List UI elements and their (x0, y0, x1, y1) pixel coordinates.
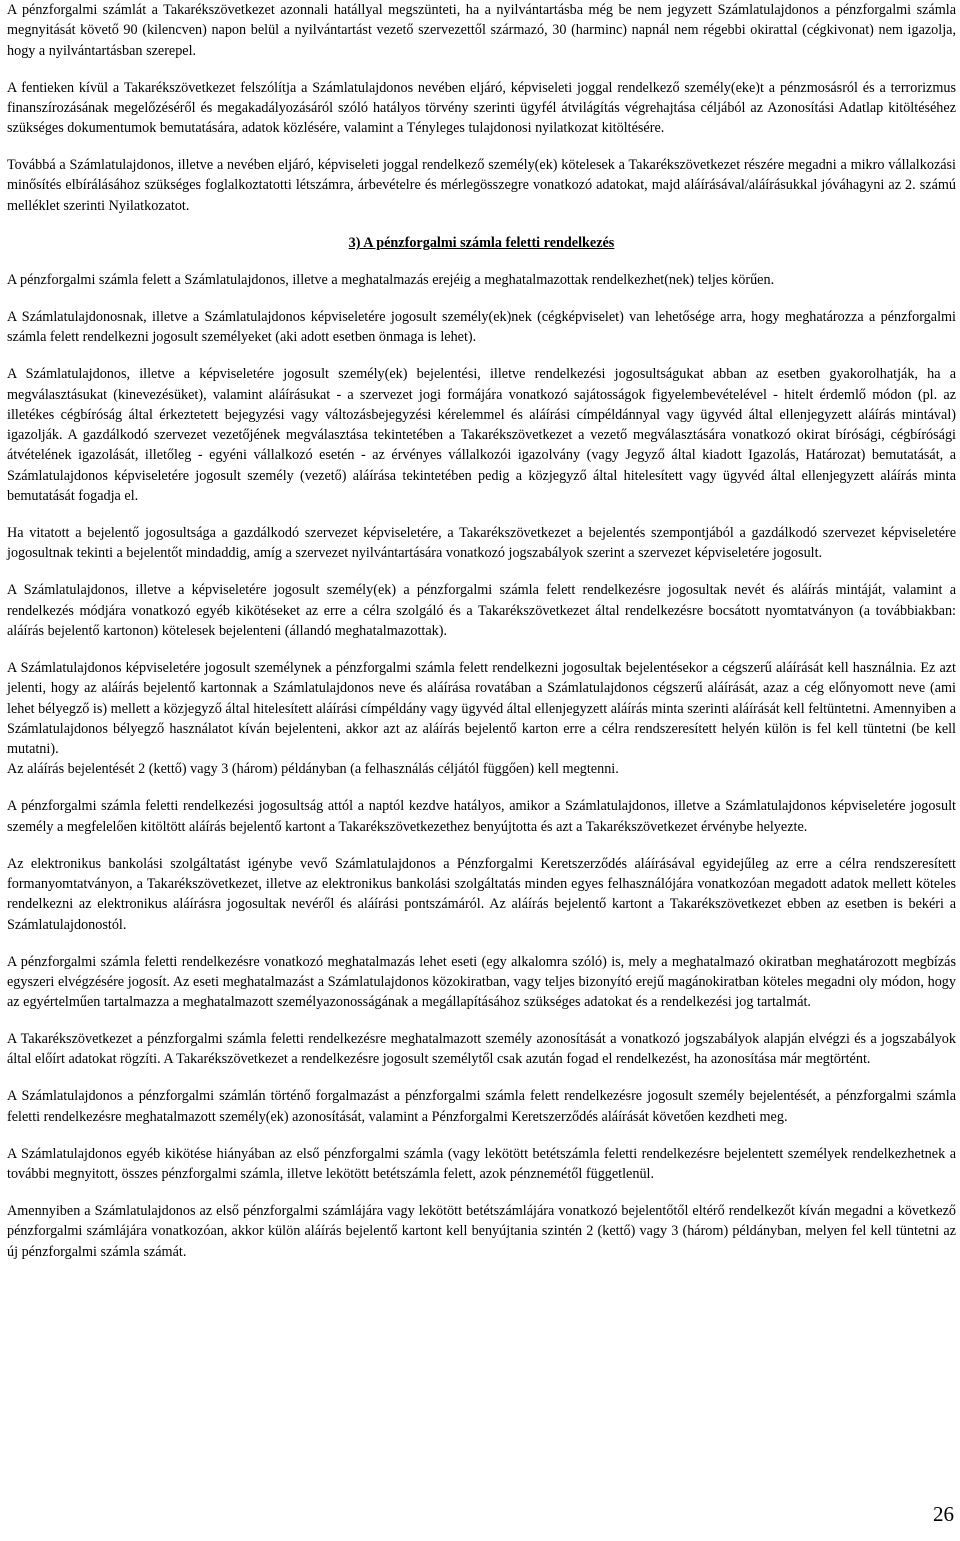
paragraph-disputed-authority: Ha vitatott a bejelentő jogosultsága a gazdálkodó szervezet képviseletére, a Takarékszövetkezet a bejelentés szempontjából a gazdálkodó szervezet képviseletére jogosultnak tekinti a bejelentőt mindaddig, amíg a szervezet nyilvántartására vonatkozó jogszabályok szerint a szervezet képviseletére jogosult. (7, 525, 956, 562)
paragraph-start-of-operations: A Számlatulajdonos a pénzforgalmi számlán történő forgalmazást a pénzforgalmi számla felett rendelkezésre jogosult személy bejelentését, a pénzforgalmi számla feletti rendelkezésre meghatalmazott személy(ek) azonosítását, valamint a Pénzforgalmi Keretszerződés aláírását követően kezdheti meg. (7, 1088, 956, 1125)
paragraph-company-signature: A Számlatulajdonos képviseletére jogosult személynek a pénzforgalmi számla felett rendelkezni jogosultak bejelentésekor a cégszerű aláírását kell használnia. Ez azt jelenti, hogy az aláírás bejelentő kartonnak a Számlatulajdonos neve és aláírása rovatában a Számlatulajdonos cégszerű aláírását, azaz a cég előnyomott neve (ami lehet bélyegző is) mellett a közjegyző által hitelesített aláírási címpéldány vagy ügyvéd által ellenjegyzett aláírás minta szerinti aláírását kell feltüntetni. Amennyiben a Számlatulajdonos bélyegző használatot kíván bejelenteni, akkor azt az aláírás bejelentő karton erre a célra rendszeresített helyén külön is fel kell tüntetni (be kell mutatni). (7, 659, 956, 758)
paragraph-signature-card: A Számlatulajdonos, illetve a képviseletére jogosult személy(ek) a pénzforgalmi számla felett rendelkezésre jogosultak nevét és aláírás mintáját, valamint a rendelkezés módjára vonatkozó egyéb kikötéseket az erre a célra szolgáló és a Takarékszövetkezet által rendelkezésre bocsátott nyomtatványon (a továbbiakban: aláírás bejelentő kartonon) kötelesek bejelenteni (állandó meghatalmazottak). (7, 582, 956, 639)
document-page (7, 0, 956, 1262)
paragraph-additional-accounts: A Számlatulajdonos egyéb kikötése hiányában az első pénzforgalmi számla (vagy lekötött betétszámla feletti rendelkezésre bejelentett személyek rendelkezhetnek a további megnyitott, összes pénzforgalmi számla, illetve lekötött betétszámla felett, azok pénznemétől függetlenül. (7, 1145, 956, 1182)
paragraph-account-termination: A pénzforgalmi számlát a Takarékszövetkezet azonnali hatállyal megszünteti, ha a nyilvántartásba még be nem jegyzett Számlatulajdonos a pénzforgalmi számla megnyitását követő 90 (kilencven) napon belül a nyilvántartást vezető szervezettől származó, 30 (harminc) napnál nem régebbi okirattal (cégkivonat) nem igazolja, hogy a nyilvántartásban szerepel. (7, 2, 956, 59)
paragraph-signature-copies: Az aláírás bejelentését 2 (kettő) vagy 3 (három) példányban (a felhasználás céljától függően) kell megtenni. (7, 761, 619, 778)
paragraph-customer-due-diligence: A fentieken kívül a Takarékszövetkezet felszólítja a Számlatulajdonos nevében eljáró, képviseleti joggal rendelkező személy(eke)t a pénzmosásról és a terrorizmus finanszírozásának megelőzéséről és megakadályozásáról szóló hatályos törvény szerinti ügyfél átvilágítás végrehajtása céljából az Azonosítási Adatlap kitöltéséhez szükséges dokumentumok bemutatására, adatok közlésére, valamint a Tényleges tulajdonosi nyilatkozat kitöltésére. (7, 79, 956, 137)
paragraph-electronic-banking: Az elektronikus bankolási szolgáltatást igénybe vevő Számlatulajdonos a Pénzforgalmi Keretszerződés aláírásával egyidejűleg az erre a célra rendszeresített formanyomtatványon, a Takarékszövetkezet, illetve az elektronikus bankolási szolgáltatás minden egyes felhasználójára vonatkozóan megadott adatok mellett köteles rendelkezni az elektronikus aláírásra jogosultak nevéről és aláírási pontszámáról. Az aláírás bejelentő kartont a Takarékszövetkezet ebben az esetben is bekéri a Számlatulajdonostól. (7, 855, 956, 933)
paragraph-disposal-rights: A pénzforgalmi számla felett a Számlatulajdonos, illetve a meghatalmazás erejéig a meghatalmazottak rendelkezhet(nek) teljes körűen. (7, 272, 775, 289)
paragraph-micro-enterprise-data: Továbbá a Számlatulajdonos, illetve a nevében eljáró, képviseleti joggal rendelkező személy(ek) kötelesek a Takarékszövetkezet részére megadni a mikro vállalkozási minősítés elbírálásához szükséges foglalkoztatotti létszámra, árbevételre és mérlegösszegre vonatkozó adatokat, majd aláírásával/aláírásukkal jóváhagyni az 2. számú melléklet szerinti Nyilatkozatot. (7, 157, 956, 214)
paragraph-representation-proof: A Számlatulajdonos, illetve a képviseletére jogosult személy(ek) bejelentési, illetve rendelkezési jogosultságukat abban az esetben gyakorolhatják, ha a megválasztásukat (kinevezésüket), valamint aláírásukat - a szervezet jogi formájára vonatkozó sajátosságok figyelembevételével - hitelt érdemlő módon (pl. az illetékes cégbíróság által érkeztetett bejegyzési vagy változásbejegyzési kérelemmel és aláírási címpéldánnyal vagy ügyvéd által ellenjegyzett aláírás mintával) igazolják. A gazdálkodó szervezet vezetőjének megválasztása tekintetében a Takarékszövetkezet a vezető megválasztására vonatkozó okirat bírósági, cégbírósági átvételének igazolását, illetőleg - egyéni vállalkozó esetén - az érvényes vállalkozói igazolvány (vagy Jegyző által kiadott Igazolás, Határozat) bemutatását, a Számlatulajdonos képviseletére jogosult személy (vezető) aláírása tekintetében pedig a közjegyző által hitelesített vagy ügyvéd által ellenjegyzett aláírás minta bemutatását fogadja el. (7, 366, 956, 505)
paragraph-identification: A Takarékszövetkezet a pénzforgalmi számla feletti rendelkezésre meghatalmazott személy azonosítását a vonatkozó jogszabályok alapján elvégzi és a jogszabályok által előírt adatokat rögzíti. A Takarékszövetkezet a rendelkezésre jogosult személytől csak azután fogad el rendelkezést, ha azonosítása már megtörtént. (7, 1031, 956, 1068)
section-heading: 3) A pénzforgalmi számla feletti rendelkezés (348, 235, 615, 252)
paragraph-different-signatory: Amennyiben a Számlatulajdonos az első pénzforgalmi számlájára vagy lekötött betétszámlájára vonatkozó bejelentőtől eltérő rendelkezőt kíván megadni a következő pénzforgalmi számlájára vonatkozóan, akkor külön aláírás bejelentő kartont kell benyújtania szintén 2 (kettő) vagy 3 (három) példányban, melyen fel kell tüntetni az új pénzforgalmi számla számát. (7, 1202, 956, 1260)
paragraph-authorized-persons: A Számlatulajdonosnak, illetve a Számlatulajdonos képviseletére jogosult személy(ek)nek (cégképviselet) van lehetősége arra, hogy meghatározza a pénzforgalmi számla felett rendelkezni jogosult személyeket (aki adott esetben önmaga is lehet). (7, 309, 956, 346)
paragraph-effective-date: A pénzforgalmi számla feletti rendelkezési jogosultság attól a naptól kezdve hatályos, amikor a Számlatulajdonos, illetve a Számlatulajdonos képviseletére jogosult személy a megfelelően kitöltött aláírás bejelentő kartont a Takarékszövetkezethez benyújtotta és azt a Takarékszövetkezet érvénybe helyezte. (7, 798, 956, 835)
paragraph-one-time-authorization: A pénzforgalmi számla feletti rendelkezésre vonatkozó meghatalmazás lehet eseti (egy alkalomra szóló) is, mely a meghatalmazó okiratban meghatározott megbízás egyszeri elvégzésére jogosít. Az eseti meghatalmazást a Számlatulajdonos közokiratban, vagy teljes bizonyító erejű magánokiratban köteles megadni oly módon, hogy az egyértelműen tartalmazza a meghatalmazott személyazonosságának a megállapításához szükséges adatokat és a rendelkezési jog tartalmát. (7, 953, 956, 1011)
page-number: 26 (933, 1502, 954, 1526)
